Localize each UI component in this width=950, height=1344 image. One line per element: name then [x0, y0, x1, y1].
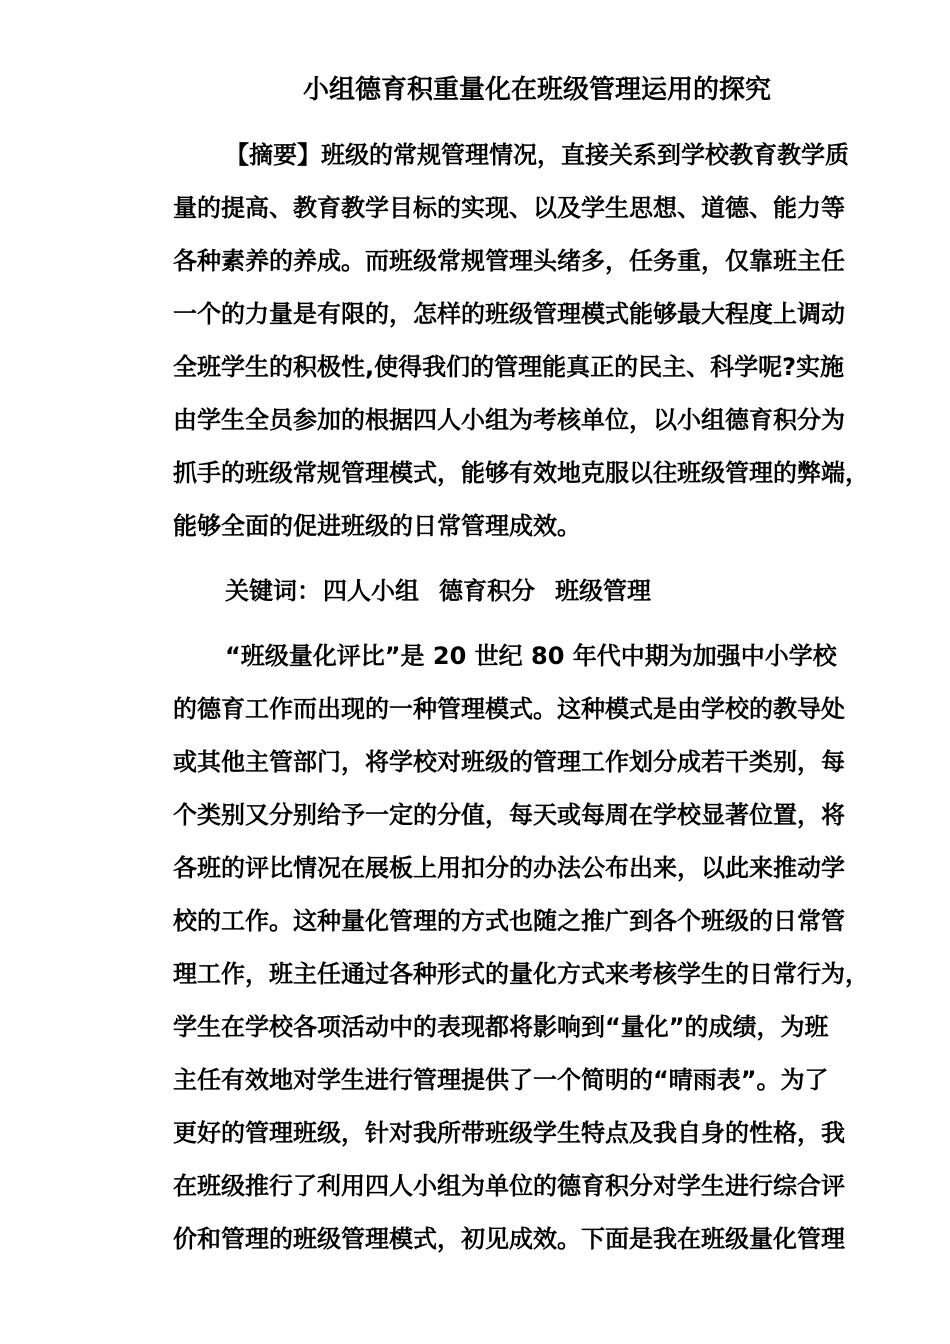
body-line: 各班的评比情况在展板上用扣分的办法公布出来，以此来推动学	[173, 854, 845, 882]
body-line: 主任有效地对学生进行管理提供了一个简明的“晴雨表”。为了	[173, 1066, 829, 1094]
abstract-line: 各种素养的养成。而班级常规管理头绪多，任务重，仅靠班主任	[173, 247, 845, 275]
abstract-line: 由学生全员参加的根据四人小组为考核单位，以小组德育积分为	[173, 406, 845, 434]
body-line: “班级量化评比”是 20 世纪 80 年代中期为加强中小学校	[225, 642, 837, 670]
abstract-line: 一个的力量是有限的，怎样的班级管理模式能够最大程度上调动	[173, 300, 845, 328]
abstract-line: 能够全面的促进班级的日常管理成效。	[173, 512, 581, 540]
keyword-item: 四人小组	[323, 577, 419, 605]
body-line: 个类别又分别给予一定的分值，每天或每周在学校显著位置，将	[173, 801, 845, 829]
body-line: 更好的管理班级，针对我所带班级学生特点及我自身的性格，我	[173, 1119, 845, 1147]
abstract-line: 全班学生的积极性,使得我们的管理能真正的民主、科学呢?实施	[173, 353, 845, 381]
keywords-line	[225, 571, 671, 611]
body-line: 或其他主管部门，将学校对班级的管理工作划分成若干类别，每	[173, 748, 845, 776]
body-line: 理工作，班主任通过各种形式的量化方式来考核学生的日常行为，	[173, 960, 869, 988]
document-title: 小组德育积重量化在班级管理运用的探究	[303, 75, 772, 105]
body-line: 校的工作。这种量化管理的方式也随之推广到各个班级的日常管	[173, 907, 845, 935]
body-line: 在班级推行了利用四人小组为单位的德育积分对学生进行综合评	[173, 1172, 845, 1200]
body-line: 价和管理的班级管理模式，初见成效。下面是我在班级量化管理	[173, 1225, 845, 1253]
keyword-item: 德育积分	[439, 577, 535, 605]
keyword-item: 班级管理	[555, 577, 651, 605]
abstract-line: 量的提高、教育教学目标的实现、以及学生思想、道德、能力等	[173, 194, 845, 222]
body-line: 的德育工作而出现的一种管理模式。这种模式是由学校的教导处	[173, 695, 845, 723]
abstract-line: 抓手的班级常规管理模式，能够有效地克服以往班级管理的弊端，	[173, 459, 869, 487]
keywords-label: 关键词：	[225, 577, 321, 605]
abstract-line: 【摘要】班级的常规管理情况，直接关系到学校教育教学质	[225, 141, 849, 169]
body-line: 学生在学校各项活动中的表现都将影响到“量化”的成绩，为班	[173, 1013, 829, 1041]
